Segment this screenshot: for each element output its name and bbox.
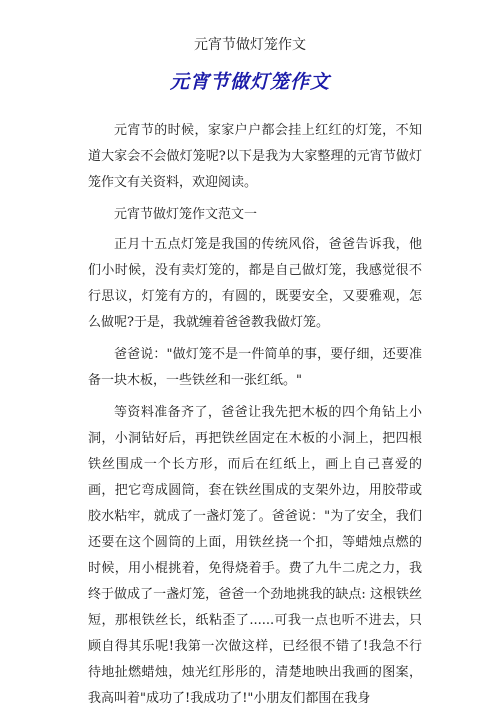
article-body <box>88 118 422 718</box>
intro-paragraph: 元宵节的时候，家家户户都会挂上红红的灯笼，不知道大家会不会做灯笼呢?以下是我为大家整理的元宵节做灯笼作文有关资料，欢迎阅读。 <box>88 123 422 190</box>
body-paragraph: 爸爸说："做灯笼不是一件简单的事，要仔细，还要准备一块木板，一些铁丝和一张红纸。" <box>88 347 422 388</box>
page-header-title: 元宵节做灯笼作文 <box>194 37 306 53</box>
section-heading: 元宵节做灯笼作文范文一 <box>114 207 258 222</box>
body-paragraph: 等资料准备齐了，爸爸让我先把木板的四个角钻上小洞，小洞钻好后，再把铁丝固定在木板的小洞上，把四根铁丝围成一个长方形，而后在红纸上，画上自己喜爱的画，把它弯成圆筒，套在铁丝围成的支架外边，用胶带或胶水粘牢，就成了一盏灯笼了。爸爸说："为了安全，我们还要在这个圆筒的上面，用铁丝挠一个扣，等蜡烛点燃的时候，用小棍挑着，免得烧着手。费了九牛二虎之力，我终于做成了一盏灯笼，爸爸一个劲地挑我的缺点: 这根铁丝短，那根铁丝长，纸粘歪了......可我一点也听不进去，只顾自得其乐呢!我第一次做这样，已经很不错了!我急不行待地扯燃蜡烛，烛光红彤彤的，清楚地映出我画的图案，我高叫着"成功了!我成功了!"小朋友们都围在我身 <box>88 405 422 706</box>
page-title: 元宵节做灯笼作文 <box>169 71 330 93</box>
body-paragraph: 正月十五点灯笼是我国的传统风俗，爸爸告诉我，他们小时候，没有卖灯笼的，都是自己做灯笼，我感觉很不行思议，灯笼有方的，有圆的，既要安全，又要雅观，怎么做呢?于是，我就缠着爸爸教我做灯笼。 <box>88 237 422 330</box>
